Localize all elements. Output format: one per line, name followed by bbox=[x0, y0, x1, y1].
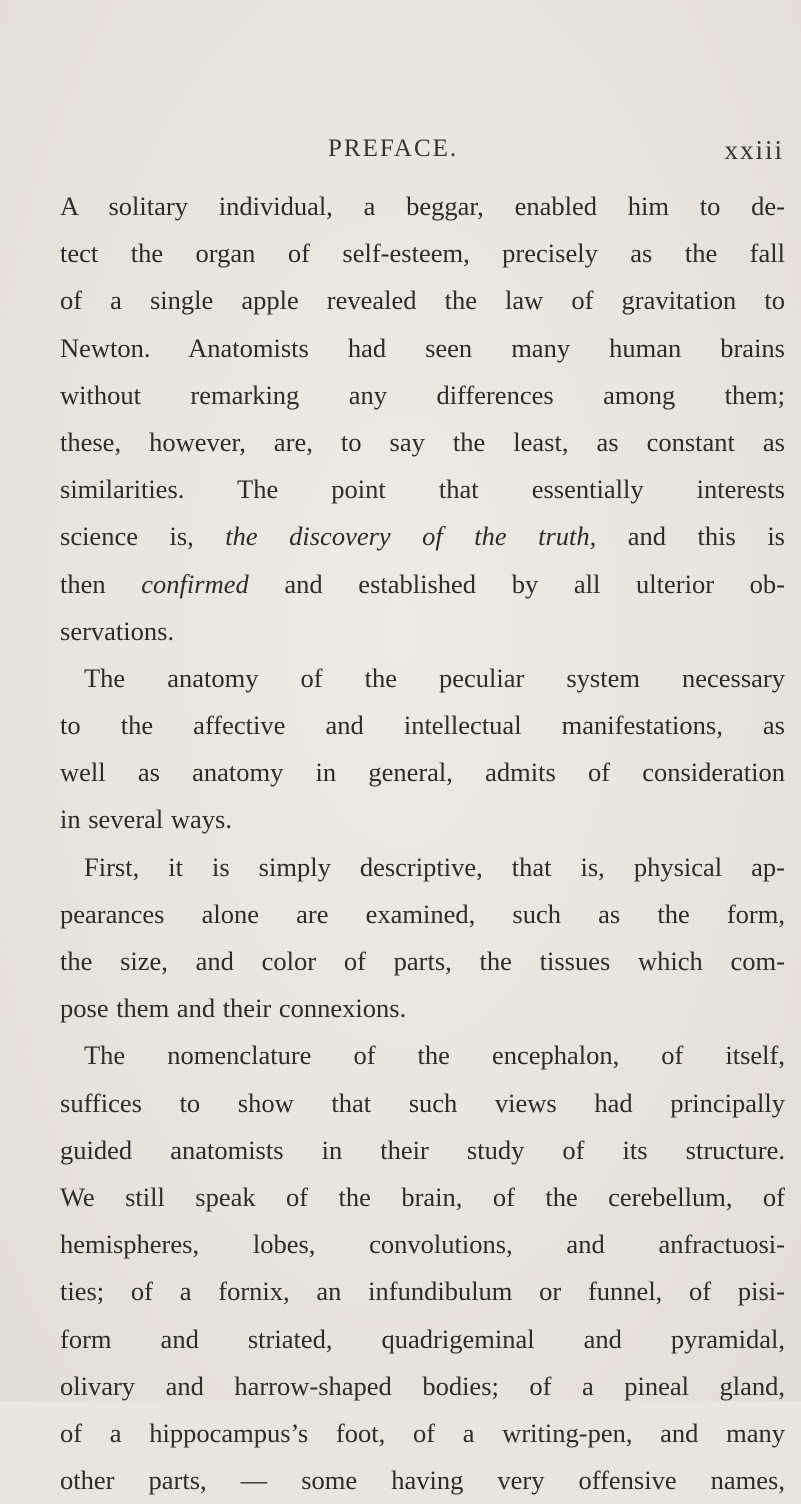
text-line bbox=[60, 513, 785, 560]
text-line: First, it is simply descriptive, that is, physical ap- bbox=[84, 851, 785, 882]
text-line: ties; of a fornix, an infundibulum or funnel, of pisi- bbox=[60, 1276, 785, 1307]
text-line: of a hippocampus’s foot, of a writing-pen, and many bbox=[60, 1417, 785, 1448]
text-line: A solitary individual, a beggar, enabled him to de- bbox=[60, 191, 785, 221]
text-line: servations. bbox=[60, 615, 175, 646]
text-run: and this is bbox=[596, 521, 785, 552]
text-line: without remarking any differences among them; bbox=[60, 379, 785, 410]
text-line: well as anatomy in general, admits of consideration bbox=[60, 757, 785, 788]
body-text bbox=[60, 183, 785, 1504]
page-number: xxiii bbox=[724, 135, 784, 165]
text-line: The nomenclature of the encephalon, of itself, bbox=[84, 1040, 785, 1071]
text-line: guided anatomists in their study of its structure. bbox=[60, 1134, 785, 1165]
text-line: olivary and harrow-shaped bodies; of a pineal gland, bbox=[60, 1370, 785, 1401]
running-head bbox=[60, 135, 784, 171]
text-run: then bbox=[60, 568, 142, 599]
text-line bbox=[60, 561, 785, 608]
text-line: similarities. The point that essentially interests bbox=[60, 474, 785, 505]
text-line: The anatomy of the peculiar system necessary bbox=[84, 662, 785, 693]
text-line: of a single apple revealed the law of gravitation to bbox=[60, 285, 785, 316]
text-line: these, however, are, to say the least, as constant as bbox=[60, 426, 785, 457]
text-line: tect the organ of self-esteem, precisely as the fall bbox=[60, 238, 785, 269]
text-line: suffices to show that such views had principally bbox=[60, 1087, 785, 1118]
text-run: and established by all ulterior ob- bbox=[248, 568, 785, 599]
text-line: form and striated, quadrigeminal and pyramidal, bbox=[60, 1323, 785, 1354]
text-line: in several ways. bbox=[60, 804, 232, 835]
text-run: science is, bbox=[60, 521, 226, 552]
running-title: PREFACE. bbox=[328, 135, 459, 162]
text-line: to the affective and intellectual manifestations, as bbox=[60, 710, 785, 741]
text-line: hemispheres, lobes, convolutions, and anfractuosi- bbox=[60, 1229, 785, 1260]
text-line: pose them and their connexions. bbox=[60, 993, 407, 1024]
text-line: pearances alone are examined, such as the form, bbox=[60, 898, 785, 929]
text-line: other parts, — some having very offensive names, bbox=[60, 1465, 785, 1496]
italic-text-run: confirmed bbox=[141, 568, 249, 599]
italic-text-run: the discovery of the truth, bbox=[225, 521, 597, 552]
text-line: Newton. Anatomists had seen many human brains bbox=[60, 332, 785, 363]
text-line: the size, and color of parts, the tissues which com- bbox=[60, 946, 785, 976]
text-line: We still speak of the brain, of the cerebellum, of bbox=[60, 1181, 785, 1212]
